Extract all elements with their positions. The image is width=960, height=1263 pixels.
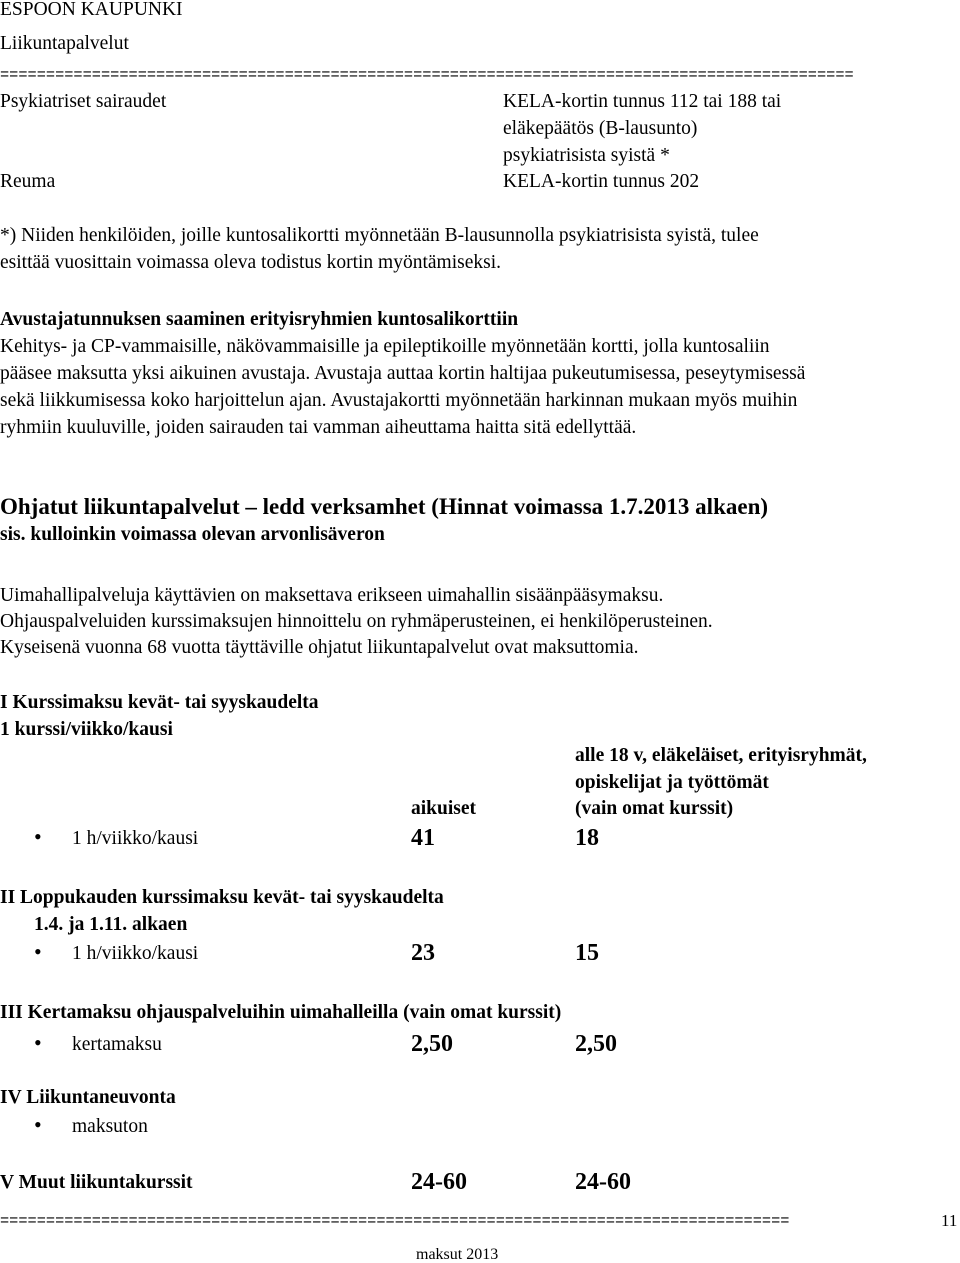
condition-value-line: eläkepäätös (B-lausunto)	[503, 118, 698, 139]
price-row-label: 1 h/viikko/kausi	[72, 943, 199, 964]
col-header-other: (vain omat kurssit)	[575, 798, 734, 819]
condition-value-line: KELA-kortin tunnus 112 tai 188 tai	[503, 91, 782, 112]
price-row-label: maksuton	[72, 1116, 148, 1137]
col-header-adults: aikuiset	[411, 798, 477, 819]
assistant-line: sekä liikkumisessa koko harjoittelun ajan. Avustajakortti myönnetään harkinnan mukaan myös muihin	[0, 390, 798, 411]
pricing-heading: V Muut liikuntakurssit	[0, 1172, 193, 1193]
price-adults: 23	[411, 940, 435, 966]
pricing-heading: II Loppukauden kurssimaksu kevät- tai syyskaudelta	[0, 887, 444, 908]
assistant-line: ryhmiin kuuluville, joiden sairauden tai vamman aiheuttama haitta sitä edellyttää.	[0, 417, 637, 438]
assistant-heading: Avustajatunnuksen saaminen erityisryhmien kuntosalikorttiin	[0, 309, 519, 330]
guided-title: Ohjatut liikuntapalvelut – ledd verksamhet (Hinnat voimassa 1.7.2013 alkaen)	[0, 494, 769, 519]
condition-value-line: KELA-kortin tunnus 202	[503, 171, 700, 192]
condition-label-psychiatric: Psykiatriset sairaudet	[0, 91, 167, 112]
price-adults: 24-60	[411, 1169, 467, 1195]
price-other: 15	[575, 940, 599, 966]
pricing-heading: 1.4. ja 1.11. alkaen	[34, 914, 188, 935]
price-other: 2,50	[575, 1031, 617, 1057]
guided-line: Uimahallipalveluja käyttävien on maksettava erikseen uimahallin sisäänpääsymaksu.	[0, 585, 664, 606]
footer-rule: ======================================================================================	[0, 1214, 790, 1230]
pricing-heading: I Kurssimaksu kevät- tai syyskaudelta	[0, 692, 319, 713]
condition-label-reuma: Reuma	[0, 171, 56, 192]
price-adults: 2,50	[411, 1031, 453, 1057]
bullet: •	[34, 1112, 42, 1137]
header-rule: =============================================================================================	[0, 68, 854, 84]
price-row-label: kertamaksu	[72, 1034, 162, 1055]
department-name: Liikuntapalvelut	[0, 33, 129, 54]
pricing-heading: IV Liikuntaneuvonta	[0, 1087, 176, 1108]
guided-line: Kyseisenä vuonna 68 vuotta täyttäville ohjatut liikuntapalvelut ovat maksuttomia.	[0, 637, 639, 658]
price-other: 18	[575, 825, 599, 851]
col-header-other: opiskelijat ja työttömät	[575, 772, 769, 793]
assistant-line: pääsee maksutta yksi aikuinen avustaja. Avustaja auttaa kortin haltijaa pukeutumisessa, peseytymisessä	[0, 363, 806, 384]
price-row-label: 1 h/viikko/kausi	[72, 828, 199, 849]
bullet: •	[34, 939, 42, 964]
org-name: ESPOON KAUPUNKI	[0, 0, 183, 20]
price-other: 24-60	[575, 1169, 631, 1195]
guided-subtitle: sis. kulloinkin voimassa olevan arvonlisäveron	[0, 524, 385, 545]
guided-line: Ohjauspalveluiden kurssimaksujen hinnoittelu on ryhmäperusteinen, ei henkilöperusteinen.	[0, 611, 713, 632]
pricing-heading: III Kertamaksu ohjauspalveluihin uimahalleilla (vain omat kurssit)	[0, 1002, 562, 1023]
bullet: •	[34, 824, 42, 849]
footnote-line: *) Niiden henkilöiden, joille kuntosalikortti myönnetään B-lausunnolla psykiatrisista syistä, tulee	[0, 225, 759, 246]
price-adults: 41	[411, 825, 435, 851]
pricing-heading: 1 kurssi/viikko/kausi	[0, 719, 173, 740]
col-header-other: alle 18 v, eläkeläiset, erityisryhmät,	[575, 745, 867, 766]
footnote-line: esittää vuosittain voimassa oleva todistus kortin myöntämiseksi.	[0, 252, 501, 273]
condition-value-line: psykiatrisista syistä *	[503, 145, 670, 166]
assistant-line: Kehitys- ja CP-vammaisille, näkövammaisille ja epileptikoille myönnetään kortti, jolla kuntosaliin	[0, 336, 770, 357]
bullet: •	[34, 1030, 42, 1055]
footer-label: maksut 2013	[416, 1246, 499, 1263]
page-number: 11	[941, 1211, 958, 1230]
